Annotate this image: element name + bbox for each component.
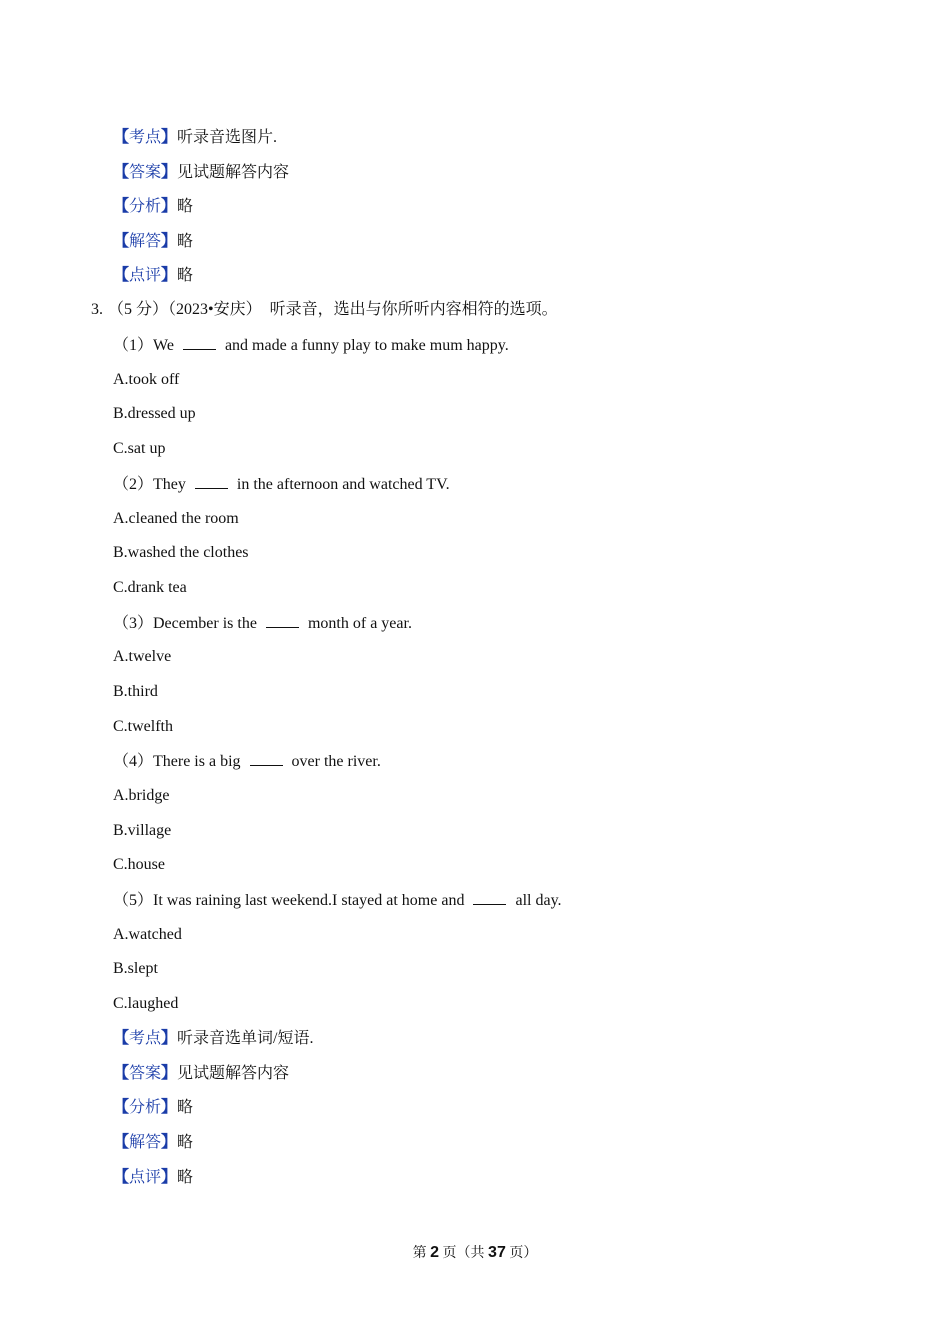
footer-pre: 第 [412, 1246, 427, 1261]
dianping-text: 略 [177, 267, 194, 284]
fenxi-label: 分析 [129, 1099, 162, 1116]
question-number: 3. [91, 301, 103, 318]
dianping-text: 略 [177, 1169, 194, 1186]
answer-blank [183, 335, 216, 350]
question-item-5 [113, 890, 562, 911]
question-item-3 [113, 613, 412, 634]
answer-blank [250, 751, 283, 766]
item-suffix: month of a year. [307, 615, 412, 632]
jieda-text: 略 [177, 233, 194, 250]
option-1a: A.took off [113, 371, 180, 388]
option-2c: C.drank tea [113, 579, 187, 596]
jieda-label: 解答 [129, 1134, 162, 1151]
footer-post: 页） [509, 1246, 538, 1261]
option-2a: A.cleaned the room [113, 510, 239, 527]
kaodian-label: 考点 [129, 129, 162, 146]
item-prefix: （4）There is a big [113, 753, 241, 770]
kaodian-label: 考点 [129, 1030, 162, 1047]
option-2b: B.washed the clothes [113, 544, 249, 561]
item-prefix: （2）They [113, 476, 186, 493]
question-item-4 [113, 751, 381, 772]
fenxi-row: 【分析】略 [113, 1099, 194, 1116]
kaodian-text: 听录音选图片. [177, 129, 278, 146]
daan-label: 答案 [129, 1065, 162, 1082]
daan-row: 【答案】见试题解答内容 [113, 1065, 290, 1082]
page-number: 2 [430, 1244, 440, 1261]
option-1c: C.sat up [113, 440, 166, 457]
fenxi-row: 【分析】略 [113, 198, 194, 215]
option-4c: C.house [113, 856, 165, 873]
jieda-row: 【解答】略 [113, 233, 194, 250]
jieda-row: 【解答】略 [113, 1134, 194, 1151]
item-suffix: in the afternoon and watched TV. [236, 476, 450, 493]
jieda-label: 解答 [129, 233, 162, 250]
question-header-text: （5 分）（2023•安庆） 听录音，选出与你所听内容相符的选项。 [108, 301, 558, 318]
answer-blank [473, 890, 506, 905]
option-1b: B.dressed up [113, 405, 196, 422]
answer-blank [266, 613, 299, 628]
question-header [91, 300, 558, 320]
option-3c: C.twelfth [113, 718, 173, 735]
option-5b: B.slept [113, 960, 158, 977]
option-3a: A.twelve [113, 648, 172, 665]
bracket-close: 】 [161, 129, 178, 146]
question-item-2 [113, 474, 450, 495]
option-5a: A.watched [113, 926, 182, 943]
fenxi-text: 略 [177, 1099, 194, 1116]
item-suffix: over the river. [291, 753, 381, 770]
answer-blank [195, 474, 228, 489]
jieda-text: 略 [177, 1134, 194, 1151]
dianping-label: 点评 [129, 1169, 162, 1186]
kaodian-row [113, 128, 277, 148]
daan-row: 【答案】见试题解答内容 [113, 164, 290, 181]
item-prefix: （3）December is the [113, 615, 257, 632]
item-prefix: （1）We [113, 337, 174, 354]
page-total: 37 [488, 1244, 506, 1261]
fenxi-label: 分析 [129, 198, 162, 215]
dianping-row: 【点评】略 [113, 267, 194, 284]
kaodian-row: 【考点】听录音选单词/短语. [113, 1030, 314, 1047]
dianping-row: 【点评】略 [113, 1169, 194, 1186]
bracket-open: 【 [113, 129, 130, 146]
option-3b: B.third [113, 683, 158, 700]
page-footer [0, 1243, 950, 1264]
dianping-label: 点评 [129, 267, 162, 284]
daan-label: 答案 [129, 164, 162, 181]
option-5c: C.laughed [113, 995, 179, 1012]
fenxi-text: 略 [177, 198, 194, 215]
item-prefix: （5）It was raining last weekend.I stayed at home and [113, 892, 465, 909]
item-suffix: all day. [515, 892, 562, 909]
footer-mid: 页（共 [442, 1246, 485, 1261]
question-item-1 [113, 335, 509, 356]
kaodian-text: 听录音选单词/短语. [177, 1030, 314, 1047]
daan-text: 见试题解答内容 [177, 1065, 290, 1082]
option-4b: B.village [113, 822, 172, 839]
item-suffix: and made a funny play to make mum happy. [224, 337, 509, 354]
option-4a: A.bridge [113, 787, 170, 804]
daan-text: 见试题解答内容 [177, 164, 290, 181]
